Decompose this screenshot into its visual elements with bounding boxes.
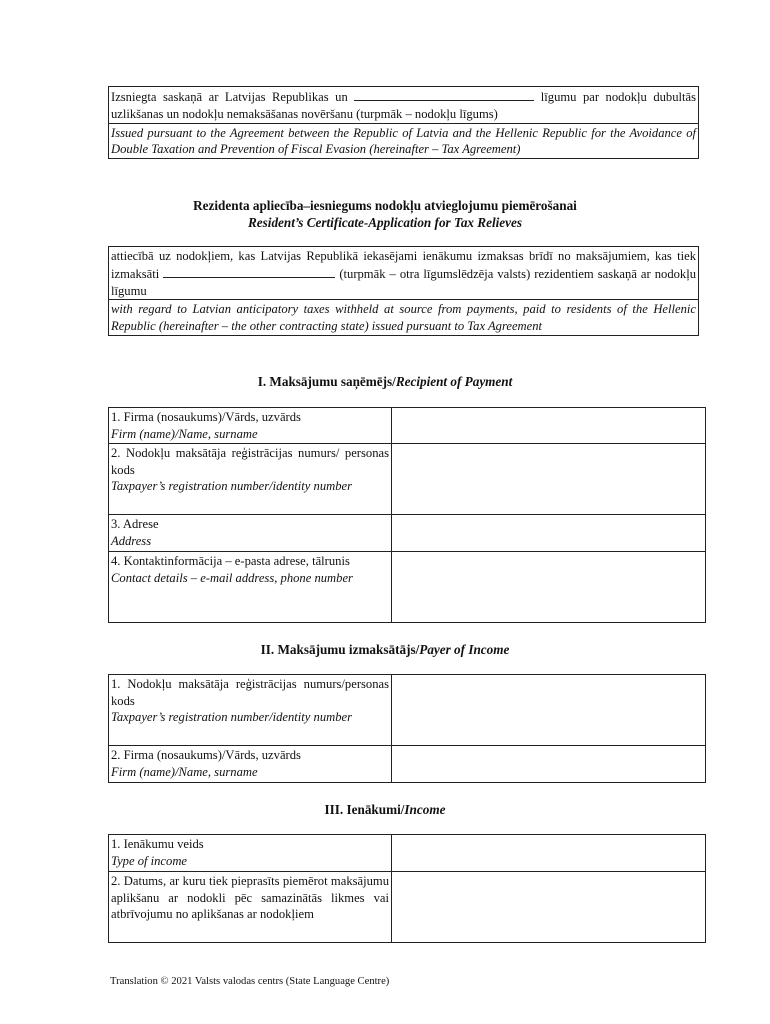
section3-heading-lv: III. Ienākumi/: [324, 802, 405, 817]
table-row: [109, 444, 706, 515]
scope-lv-text: [109, 247, 698, 299]
income-date-field[interactable]: [392, 872, 706, 943]
payer-regno-label: [109, 675, 392, 746]
section1-heading-lv: I. Maksājumu saņēmējs/: [257, 374, 396, 389]
scope-lv-before: attiecībā uz nodokļiem, kas Latvijas Republikā iekasējami ienākumu izmaksas brīdī no maksājumiem, kas tiek izmaksāti: [111, 249, 696, 281]
table-row: [109, 746, 706, 783]
payer-regno-field[interactable]: [392, 675, 706, 746]
recipient-address-label: [109, 515, 392, 552]
row-label-lv: 3. Adrese: [111, 517, 159, 531]
payer-table: [108, 674, 706, 783]
document-title: [0, 197, 770, 231]
recipient-contact-label: [109, 552, 392, 623]
intro-lv-after: līgumu par nodokļu dubultās uzlikšanas un nodokļu nemaksāšanas novēršanu (turpmāk – nodokļu līgums): [111, 90, 697, 121]
section1-heading-en: Recipient of Payment: [395, 374, 513, 389]
row-label-lv: 2. Datums, ar kuru tiek pieprasīts piemērot maksājumu aplikšanu ar nodokli pēc samazinātās likmes vai atbrīvojumu no aplikšanas ar nodokļiem: [111, 874, 389, 922]
row-label-lv: 1. Ienākumu veids: [111, 837, 204, 851]
row-label-en: Firm (name)/Name, surname: [111, 764, 258, 779]
row-label-en: Firm (name)/Name, surname: [111, 426, 258, 441]
income-date-label: [109, 872, 392, 943]
row-label-en: Contact details – e-mail address, phone number: [111, 570, 353, 585]
section3-heading: [0, 801, 770, 818]
table-row: [109, 872, 706, 943]
income-type-label: [109, 835, 392, 872]
row-label-lv: 1. Nodokļu maksātāja reģistrācijas numurs/personas kods: [111, 677, 389, 708]
intro-box: [108, 86, 699, 159]
state-blank[interactable]: [163, 265, 335, 278]
row-label-en: Type of income: [111, 853, 188, 868]
scope-box: [108, 246, 699, 336]
table-row: [109, 675, 706, 746]
payer-name-field[interactable]: [392, 746, 706, 783]
recipient-regno-field[interactable]: [392, 444, 706, 515]
country-blank[interactable]: [354, 88, 534, 101]
scope-lv-after: (turpmāk – otra līgumslēdzēja valsts) rezidentiem saskaņā ar nodokļu līgumu: [111, 266, 697, 298]
row-label-lv: 4. Kontaktinformācija – e-pasta adrese, tālrunis: [111, 554, 350, 568]
recipient-address-field[interactable]: [392, 515, 706, 552]
intro-lv-before: Izsniegta saskaņā ar Latvijas Republikas un: [111, 90, 348, 104]
row-label-lv: 2. Nodokļu maksātāja reģistrācijas numurs/ personas kods: [111, 446, 389, 477]
recipient-name-label: [109, 408, 392, 444]
section1-heading: [0, 373, 770, 390]
table-row: [109, 515, 706, 552]
row-label-en: Taxpayer’s registration number/identity number: [111, 710, 353, 725]
title-lv: Rezidenta apliecība–iesniegums nodokļu atvieglojumu piemērošanai: [193, 198, 577, 213]
table-row: [109, 408, 706, 444]
row-label-lv: 2. Firma (nosaukums)/Vārds, uzvārds: [111, 748, 301, 762]
income-table: [108, 834, 706, 943]
intro-en-text: Issued pursuant to the Agreement between the Republic of Latvia and the Hellenic Republic for the Avoidance of Double Taxation and Prevention of Fiscal Evasion (hereinafter – Tax Agreement): [109, 123, 698, 159]
footer-note: Translation © 2021 Valsts valodas centrs (State Language Centre): [110, 976, 390, 987]
intro-lv-text: [109, 87, 698, 123]
income-type-field[interactable]: [392, 835, 706, 872]
section2-heading: [0, 641, 770, 658]
payer-name-label: [109, 746, 392, 783]
recipient-regno-label: [109, 444, 392, 515]
section2-heading-lv: II. Maksājumu izmaksātājs/: [260, 642, 420, 657]
row-label-en: Address: [111, 533, 152, 548]
row-label-en: Taxpayer’s registration number/identity number: [111, 479, 353, 494]
row-label-lv: 1. Firma (nosaukums)/Vārds, uzvārds: [111, 410, 301, 424]
recipient-table: [108, 407, 706, 623]
table-row: [109, 835, 706, 872]
section3-heading-en: Income: [404, 802, 446, 817]
section2-heading-en: Payer of Income: [419, 642, 510, 657]
scope-en-text: with regard to Latvian anticipatory taxes withheld at source from payments, paid to residents of the Hellenic Republic (hereinafter – the other contracting state) issued pursuant to Tax Agreement: [109, 299, 698, 335]
title-en: Resident’s Certificate-Application for Tax Relieves: [248, 215, 522, 230]
recipient-name-field[interactable]: [392, 408, 706, 444]
recipient-contact-field[interactable]: [392, 552, 706, 623]
table-row: [109, 552, 706, 623]
